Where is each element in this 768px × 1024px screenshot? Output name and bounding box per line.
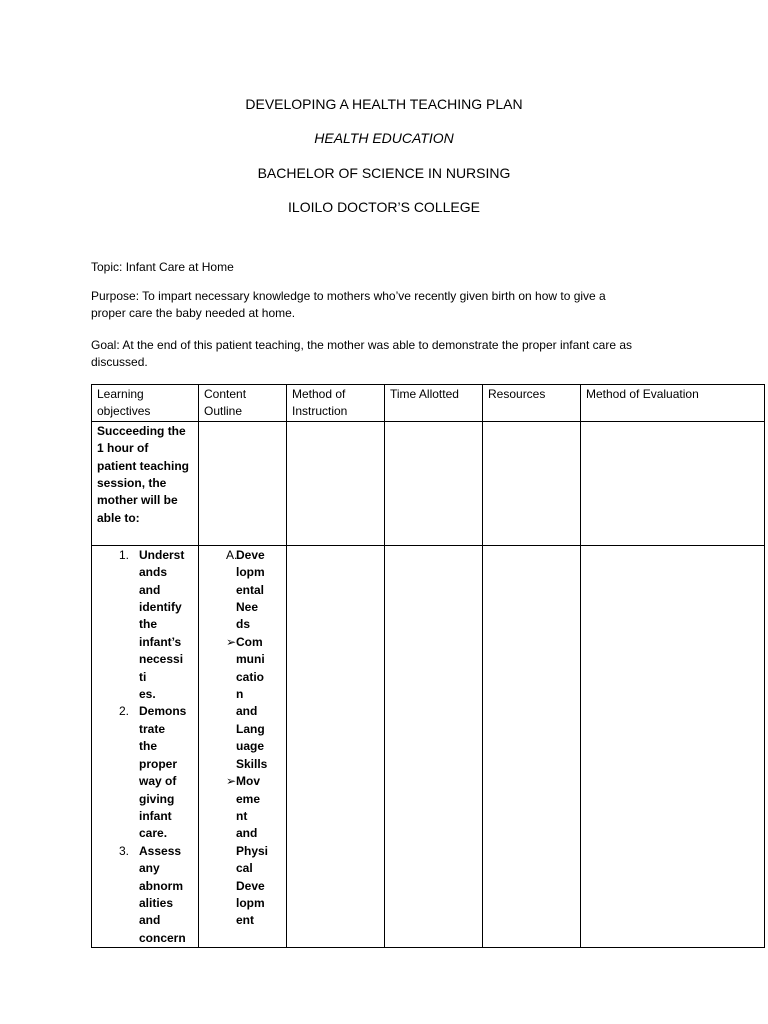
list-item-text: Physi — [236, 843, 269, 858]
list-item-text: Mov — [236, 774, 260, 789]
list-item-text: Lang — [236, 721, 265, 736]
empty-cell — [483, 545, 581, 947]
list-marker: 3. — [118, 843, 129, 858]
list-item-text: necessiti — [139, 652, 184, 684]
list-item-text: any — [139, 861, 160, 876]
list-item-text: infant’s — [139, 634, 182, 649]
list-item-text: Deve — [236, 547, 265, 562]
objectives-cell — [92, 545, 199, 947]
list-marker: ➢ — [226, 634, 237, 649]
goal-paragraph — [91, 337, 671, 371]
empty-cell — [287, 545, 385, 947]
list-item-text: abnorm — [139, 878, 184, 893]
list-item-text: the — [139, 739, 157, 754]
topic-line — [91, 259, 671, 276]
list-item-text: ds — [236, 617, 251, 632]
header-content-outline: Content Outline — [199, 385, 287, 422]
purpose-label: Purpose: — [91, 289, 140, 303]
header-resources: Resources — [483, 385, 581, 422]
college-heading: ILOILO DOCTOR’S COLLEGE — [288, 199, 480, 215]
empty-cell — [385, 545, 483, 947]
content-outline-cell — [199, 545, 287, 947]
list-marker: ➢ — [226, 774, 237, 789]
list-item — [204, 547, 281, 634]
list-item-text: and — [139, 913, 161, 928]
goal-line-2: discussed. — [91, 355, 148, 369]
empty-cell — [483, 421, 581, 545]
list-item-text: Deve — [236, 878, 265, 893]
list-item-text: way of — [139, 774, 177, 789]
table-row-objectives — [92, 545, 765, 947]
list-item-text: Underst — [139, 547, 185, 562]
purpose-line-1: To impart necessary knowledge to mothers who’ve recently given birth on how to give a — [142, 289, 606, 303]
list-item-text: and — [139, 582, 161, 597]
list-item — [204, 773, 281, 930]
program-heading: BACHELOR OF SCIENCE IN NURSING — [257, 165, 511, 181]
list-item-text: Assess — [139, 843, 182, 858]
empty-cell — [287, 421, 385, 545]
header-learning-objectives: Learning objectives — [92, 385, 199, 422]
list-item-text: Skills — [236, 756, 268, 771]
empty-cell — [581, 545, 765, 947]
list-item — [97, 843, 193, 947]
header-time-allotted: Time Allotted — [385, 385, 483, 422]
list-marker: 2. — [118, 704, 129, 719]
list-item-text: and — [236, 704, 258, 719]
list-item-text: trate — [139, 721, 166, 736]
list-item-text: nt — [236, 808, 248, 823]
list-item-text: ental — [236, 582, 265, 597]
list-item-text: the — [139, 617, 157, 632]
intro-cell: Succeeding the 1 hour of patient teaching session, the mother will be able to: — [92, 421, 199, 545]
purpose-line-2: proper care the baby needed at home. — [91, 306, 296, 320]
table-row-intro — [92, 421, 765, 545]
list-item — [97, 703, 193, 842]
list-item — [97, 547, 193, 704]
list-item-text: ands — [139, 565, 168, 580]
list-item-text: lopm — [236, 895, 265, 910]
table-header-row — [92, 385, 765, 422]
topic-text: Infant Care at Home — [125, 260, 234, 274]
list-item-text: cal — [236, 861, 253, 876]
document-title: DEVELOPING A HEALTH TEACHING PLAN — [245, 96, 523, 112]
goal-line-1: At the end of this patient teaching, the mother was able to demonstrate the proper infant care as — [122, 338, 633, 352]
list-item-text: and — [236, 826, 258, 841]
list-item-text: giving — [139, 791, 175, 806]
list-item-text: n — [236, 687, 244, 702]
list-item-text: muni — [236, 652, 265, 667]
empty-cell — [199, 421, 287, 545]
list-item-text: Nee — [236, 600, 259, 615]
list-item-text: Com — [236, 634, 263, 649]
list-item-text: care. — [139, 826, 168, 841]
list-item-text: lopm — [236, 565, 265, 580]
header-method-of-evaluation: Method of Evaluation — [581, 385, 765, 422]
list-item-text: Demons — [139, 704, 187, 719]
purpose-paragraph — [91, 288, 671, 322]
empty-cell — [385, 421, 483, 545]
list-item-text: alities — [139, 895, 174, 910]
list-marker: A. — [226, 547, 238, 562]
empty-cell — [581, 421, 765, 545]
objectives-list — [97, 547, 193, 947]
list-item-text: es. — [139, 687, 156, 702]
list-item-text: proper — [139, 756, 178, 771]
list-item-text: catio — [236, 669, 265, 684]
list-marker: 1. — [118, 547, 129, 562]
list-item-text: concern — [139, 930, 186, 945]
list-item-text: eme — [236, 791, 261, 806]
header-method-of-instruction: Method of Instruction — [287, 385, 385, 422]
topic-label: Topic: — [91, 260, 123, 274]
goal-label: Goal: — [91, 338, 120, 352]
content-outline-list — [204, 547, 281, 930]
teaching-plan-table — [91, 384, 765, 948]
list-item-text: ent — [236, 913, 254, 928]
list-item-text: infant — [139, 808, 172, 823]
list-item — [204, 634, 281, 773]
list-item-text: uage — [236, 739, 265, 754]
list-item-text: identify — [139, 600, 182, 615]
subject-heading: HEALTH EDUCATION — [314, 130, 454, 146]
